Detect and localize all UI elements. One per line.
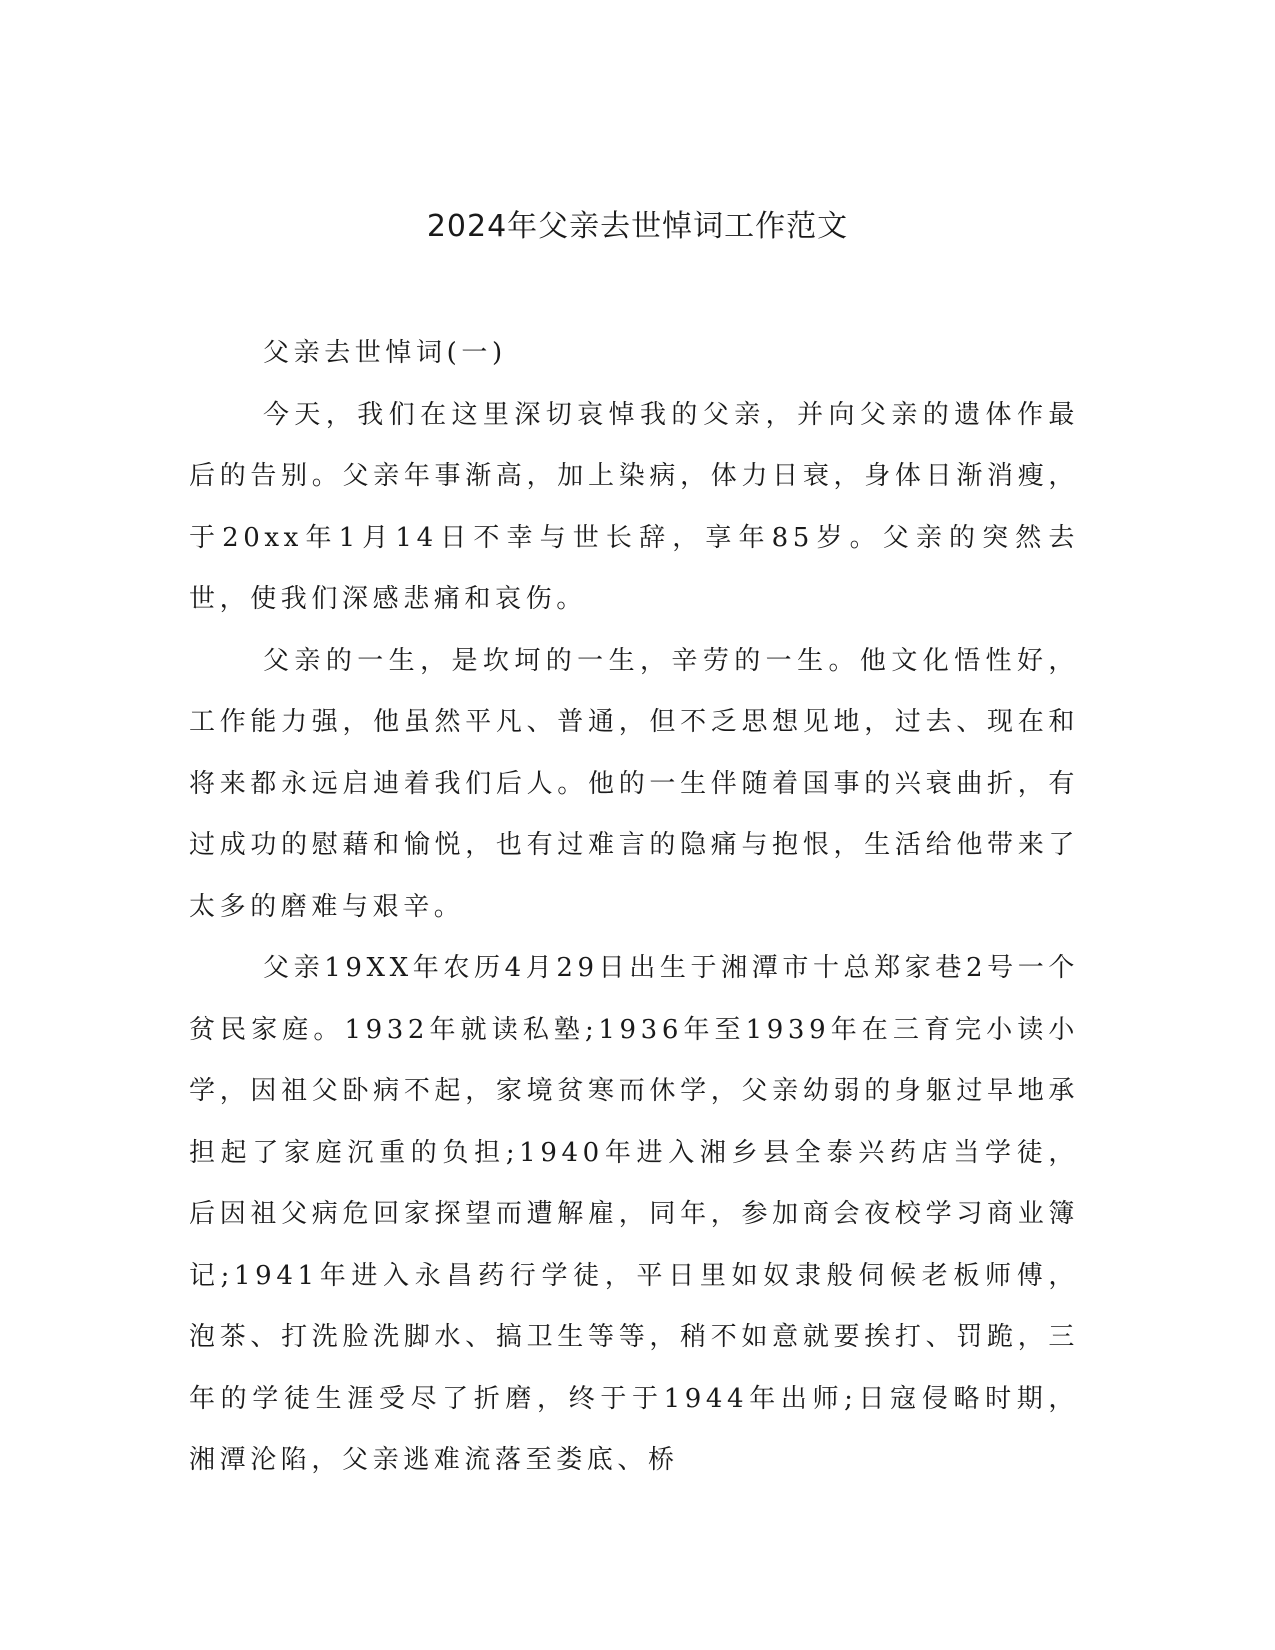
- document-title: 2024年父亲去世悼词工作范文: [426, 209, 849, 244]
- paragraph: 父亲19XX年农历4月29日出生于湘潭市十总郑家巷2号一个贫民家庭。1932年就读私塾;1936年至1939年在三育完小读小学，因祖父卧病不起，家境贫寒而休学，父亲幼弱的身躯过早地承担起了家庭沉重的负担;1940年进入湘乡县全泰兴药店当学徒，后因祖父病危回家探望而遭解雇，同年，参加商会夜校学习商业簿记;1941年进入永昌药行学徒，平日里如奴隶般伺候老板师傅，泡茶、打洗脸洗脚水、搞卫生等等，稍不如意就要挨打、罚跪，三年的学徒生涯受尽了折磨，终于于1944年出师;日寇侵略时期，湘潭沦陷，父亲逃难流落至娄底、桥: [189, 953, 1079, 1475]
- section-heading: 父亲去世悼词(一): [263, 338, 507, 368]
- paragraph: 父亲的一生，是坎坷的一生，辛劳的一生。他文化悟性好，工作能力强，他虽然平凡、普通，但不乏思想见地，过去、现在和将来都永远启迪着我们后人。他的一生伴随着国事的兴衰曲折，有过成功的慰藉和愉悦，也有过难言的隐痛与抱恨，生活给他带来了太多的磨难与艰辛。: [189, 645, 1079, 922]
- paragraph: 今天，我们在这里深切哀悼我的父亲，并向父亲的遗体作最后的告别。父亲年事渐高，加上染病，体力日衰，身体日渐消瘦，于20xx年1月14日不幸与世长辞，享年85岁。父亲的突然去世，使我们深感悲痛和哀伤。: [189, 399, 1079, 614]
- document-body: [189, 323, 1079, 1492]
